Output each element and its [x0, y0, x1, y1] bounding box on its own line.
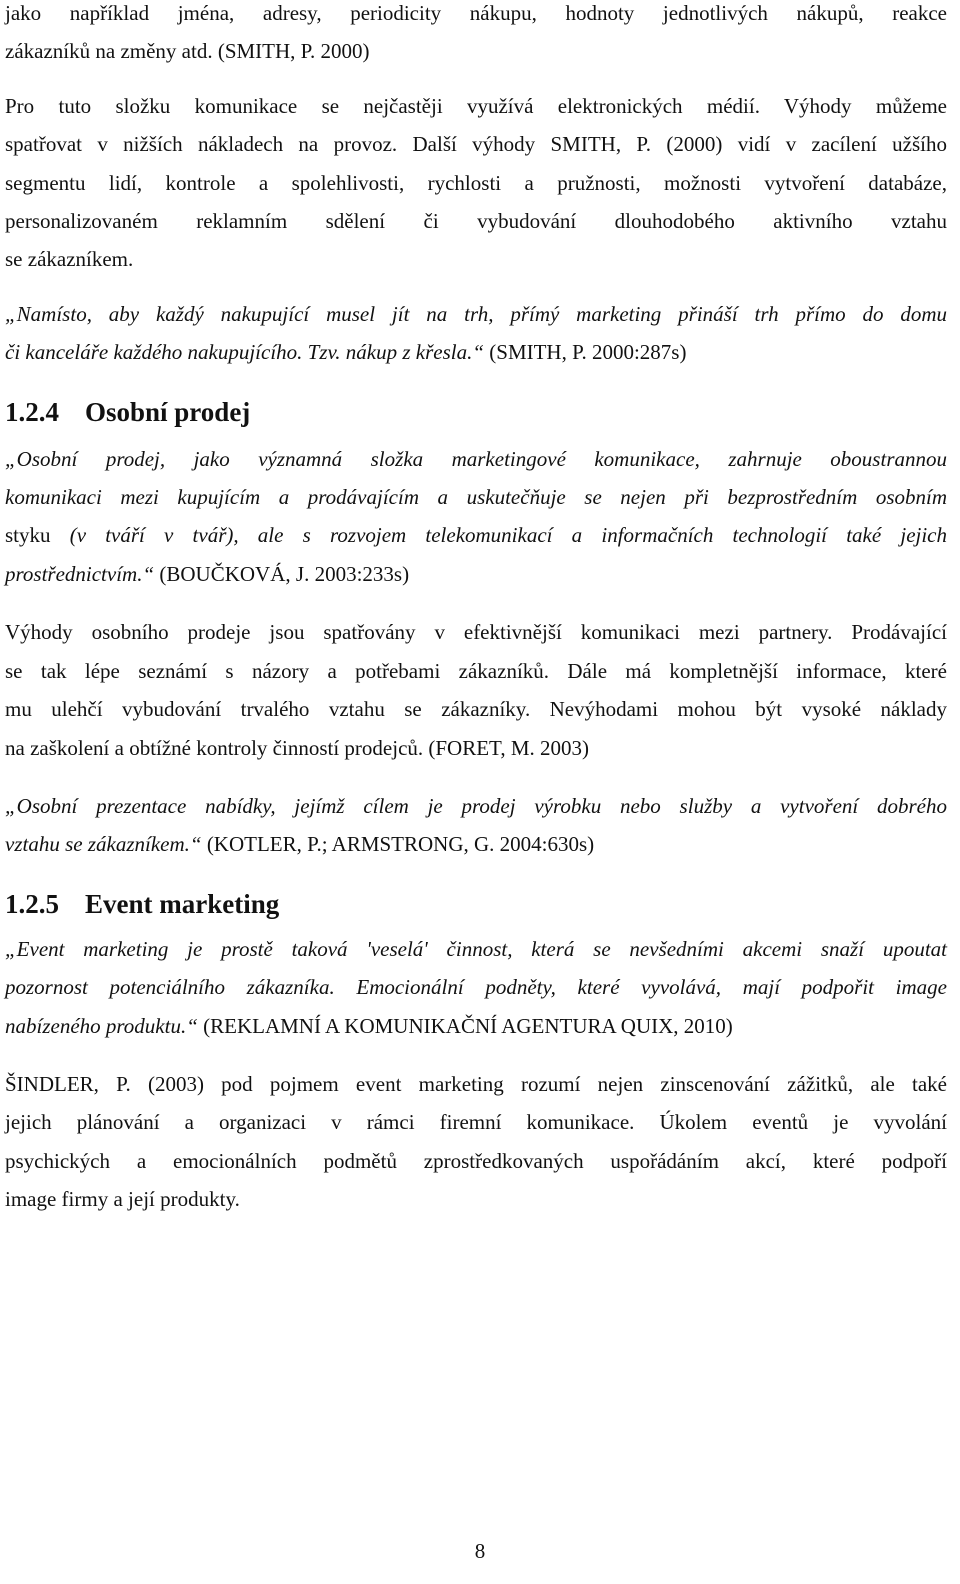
text-line: image firmy a její produkty.	[5, 1187, 240, 1212]
text-line: se tak lépe seznámí s názory a potřebami zákazníků. Dále má kompletnější informace, které	[5, 658, 947, 683]
quote-text: či kanceláře každého nakupujícího. Tzv. nákup z křesla.“	[5, 340, 485, 365]
section-heading-event-marketing	[5, 884, 947, 924]
text-line: spatřovat v nižších nákladech na provoz. Další výhody SMITH, P. (2000) vidí v zacílení užšího	[5, 132, 947, 157]
quote-line: „Osobní prodej, jako významná složka marketingové komunikace, zahrnuje oboustrannou	[5, 446, 947, 471]
text-line: mu ulehčí vybudování trvalého vztahu se zákazníky. Nevýhodami mohou být vysoké náklady	[5, 697, 947, 722]
text-line: ŠINDLER, P. (2003) pod pojmem event marketing rozumí nejen zinscenování zážitků, ale také	[5, 1071, 947, 1096]
quote-quix	[5, 930, 947, 1045]
section-title: Osobní prodej	[85, 396, 251, 427]
text-line: zákazníků na změny atd. (SMITH, P. 2000)	[5, 39, 370, 64]
paragraph-event-marketing	[5, 1065, 947, 1219]
quote-line	[5, 1007, 947, 1045]
text-line: se zákazníkem.	[5, 247, 134, 272]
section-title: Event marketing	[85, 888, 280, 919]
citation: (SMITH, P. 2000:287s)	[484, 340, 687, 365]
quote-line: „Osobní prezentace nabídky, jejímž cílem je prodej výrobku nebo služby a vytvoření dobrého	[5, 793, 947, 818]
quote-line	[5, 825, 947, 863]
text-line: Výhody osobního prodeje jsou spatřovány v efektivnější komunikaci mezi partnery. Prodávající	[5, 620, 947, 645]
paragraph-direct-marketing	[5, 87, 947, 279]
citation: (REKLAMNÍ A KOMUNIKAČNÍ AGENTURA QUIX, 2010)	[197, 1013, 733, 1038]
text-line: na zaškolení a obtížné kontroly činností prodejců. (FORET, M. 2003)	[5, 735, 589, 760]
quote-text: (v tváří v tvář), ale s rozvojem telekomunikací a informačních technologií také jejich	[50, 523, 947, 548]
paragraph-intro	[5, 0, 947, 71]
quote-line	[5, 333, 947, 371]
quote-line: pozornost potenciálního zákazníka. Emocionální podněty, které vyvolává, mají podpořit image	[5, 975, 947, 1000]
text-line: personalizovaném reklamním sdělení či vybudování dlouhodobého aktivního vztahu	[5, 209, 947, 234]
quote-kotler	[5, 787, 947, 864]
text-line: psychických a emocionálních podmětů zprostředkovaných uspořádáním akcí, které podpoří	[5, 1148, 947, 1173]
quote-line	[5, 516, 947, 554]
page-number: 8	[474, 1539, 486, 1563]
quote-text: nabízeného produktu.“	[5, 1013, 198, 1038]
text-line: Pro tuto složku komunikace se nejčastěji využívá elektronických médií. Výhody můžeme	[5, 93, 947, 118]
quote-text: vztahu se zákazníkem.“	[5, 832, 202, 857]
quote-line: „Namísto, aby každý nakupující musel jít na trh, přímý marketing přináší trh přímo do domu	[5, 301, 947, 326]
text-line: jako například jména, adresy, periodicity nákupu, hodnoty jednotlivých nákupů, reakce	[5, 1, 947, 25]
section-heading-osobni-prodej	[5, 392, 947, 432]
document-page	[5, 0, 947, 1219]
paragraph-personal-selling	[5, 613, 947, 767]
quote-line	[5, 555, 947, 593]
quote-text: styku	[5, 523, 51, 548]
quote-text: prostřednictvím.“	[5, 561, 155, 586]
section-number: 1.2.4	[5, 396, 59, 427]
quote-line: „Event marketing je prostě taková 'veselá' činnost, která se nevšedními akcemi snaží upoutat	[5, 936, 947, 961]
citation: (KOTLER, P.; ARMSTRONG, G. 2004:630s)	[201, 832, 595, 857]
quote-bouckova	[5, 440, 947, 594]
quote-line: komunikaci mezi kupujícím a prodávajícím a uskutečňuje se nejen při bezprostředním osobním	[5, 485, 947, 510]
section-number: 1.2.5	[5, 888, 59, 919]
quote-smith	[5, 295, 947, 372]
text-line: jejich plánování a organizaci v rámci firemní komunikace. Úkolem eventů je vyvolání	[5, 1110, 947, 1135]
text-line: segmentu lidí, kontrole a spolehlivosti, rychlosti a pružnosti, možnosti vytvoření databáze,	[5, 170, 947, 195]
citation: (BOUČKOVÁ, J. 2003:233s)	[154, 561, 410, 586]
